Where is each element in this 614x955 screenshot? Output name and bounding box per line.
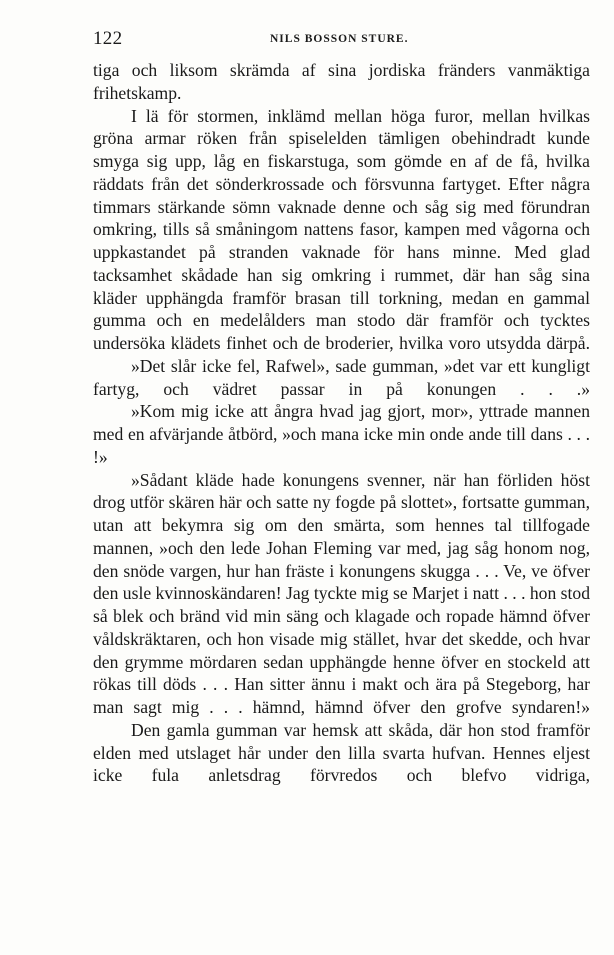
running-title: NILS BOSSON STURE. — [270, 33, 409, 45]
paragraph: I lä för stormen, inklämd mellan höga furor, mellan hvilkas gröna armar röken från spiselelden tämligen obehindradt kunde smyga sig upp, låg en fiskarstuga, som gömde en af de få, hvilka räddats från det sönderkrossade och försvunna fartyget. Efter några timmars stärkande sömn vaknade denne och såg sig med förundran omkring, tills så småningom nattens fasor, kampen med vågorna och uppkastandet på stranden vaknade för hans minne. Med glad tacksamhet skådade han sig omkring i rummet, där han såg sina kläder upphängda framför brasan till torkning, medan en gammal gumma och en medelålders man stodo där framför och tycktes undersöka klädets finhet och de broderier, hvilka voro utsydda därpå. — [93, 105, 590, 353]
paragraph: »Kom mig icke att ångra hvad jag gjort, mor», yttrade mannen med en afvärjande åtbörd, »och mana icke min onde ande till dans . . . !» — [93, 401, 590, 467]
paragraph: »Det slår icke fel, Rafwel», sade gumman, »det var ett kungligt fartyg, och vädret passar in på konungen . . .» — [93, 355, 590, 399]
body-text — [93, 59, 590, 787]
page-number: 122 — [93, 28, 123, 49]
paragraph: Den gamla gumman var hemsk att skåda, där hon stod framför elden med utslaget hår under den lilla svarta hufvan. Hennes eljest icke fula anletsdrag förvredos och blefvo vidriga, — [93, 719, 590, 786]
paragraph: tiga och liksom skrämda af sina jordiska fränders vanmäktiga frihetskamp. — [93, 60, 590, 103]
running-head — [93, 28, 590, 52]
paragraph: »Sådant kläde hade konungens svenner, när han förliden höst drog utför skären här och satte ny fogde på slottet», fortsatte gumman, utan att bekymra sig om den smärta, som hennes tal tillfogade mannen, »och den lede Johan Fleming var med, jag såg honom nog, den snöde vargen, hur han fräste i konungens skugga . . . Ve, ve öfver den usle kvinnoskändaren! Jag tyckte mig se Marjet i natt . . . hon stod så blek och bränd vid min säng och klagade och ropade hämnd öfver våldskräktaren, och hon visade mig stället, hvar det skedde, och hvar den grymme mördaren sedan upphängde henne öfver en stockeld att rökas till döds . . . Han sitter ännu i makt och ära på Stegeborg, har man sagt mig . . . hämnd, hämnd öfver den grofve syndaren!» — [93, 469, 590, 717]
